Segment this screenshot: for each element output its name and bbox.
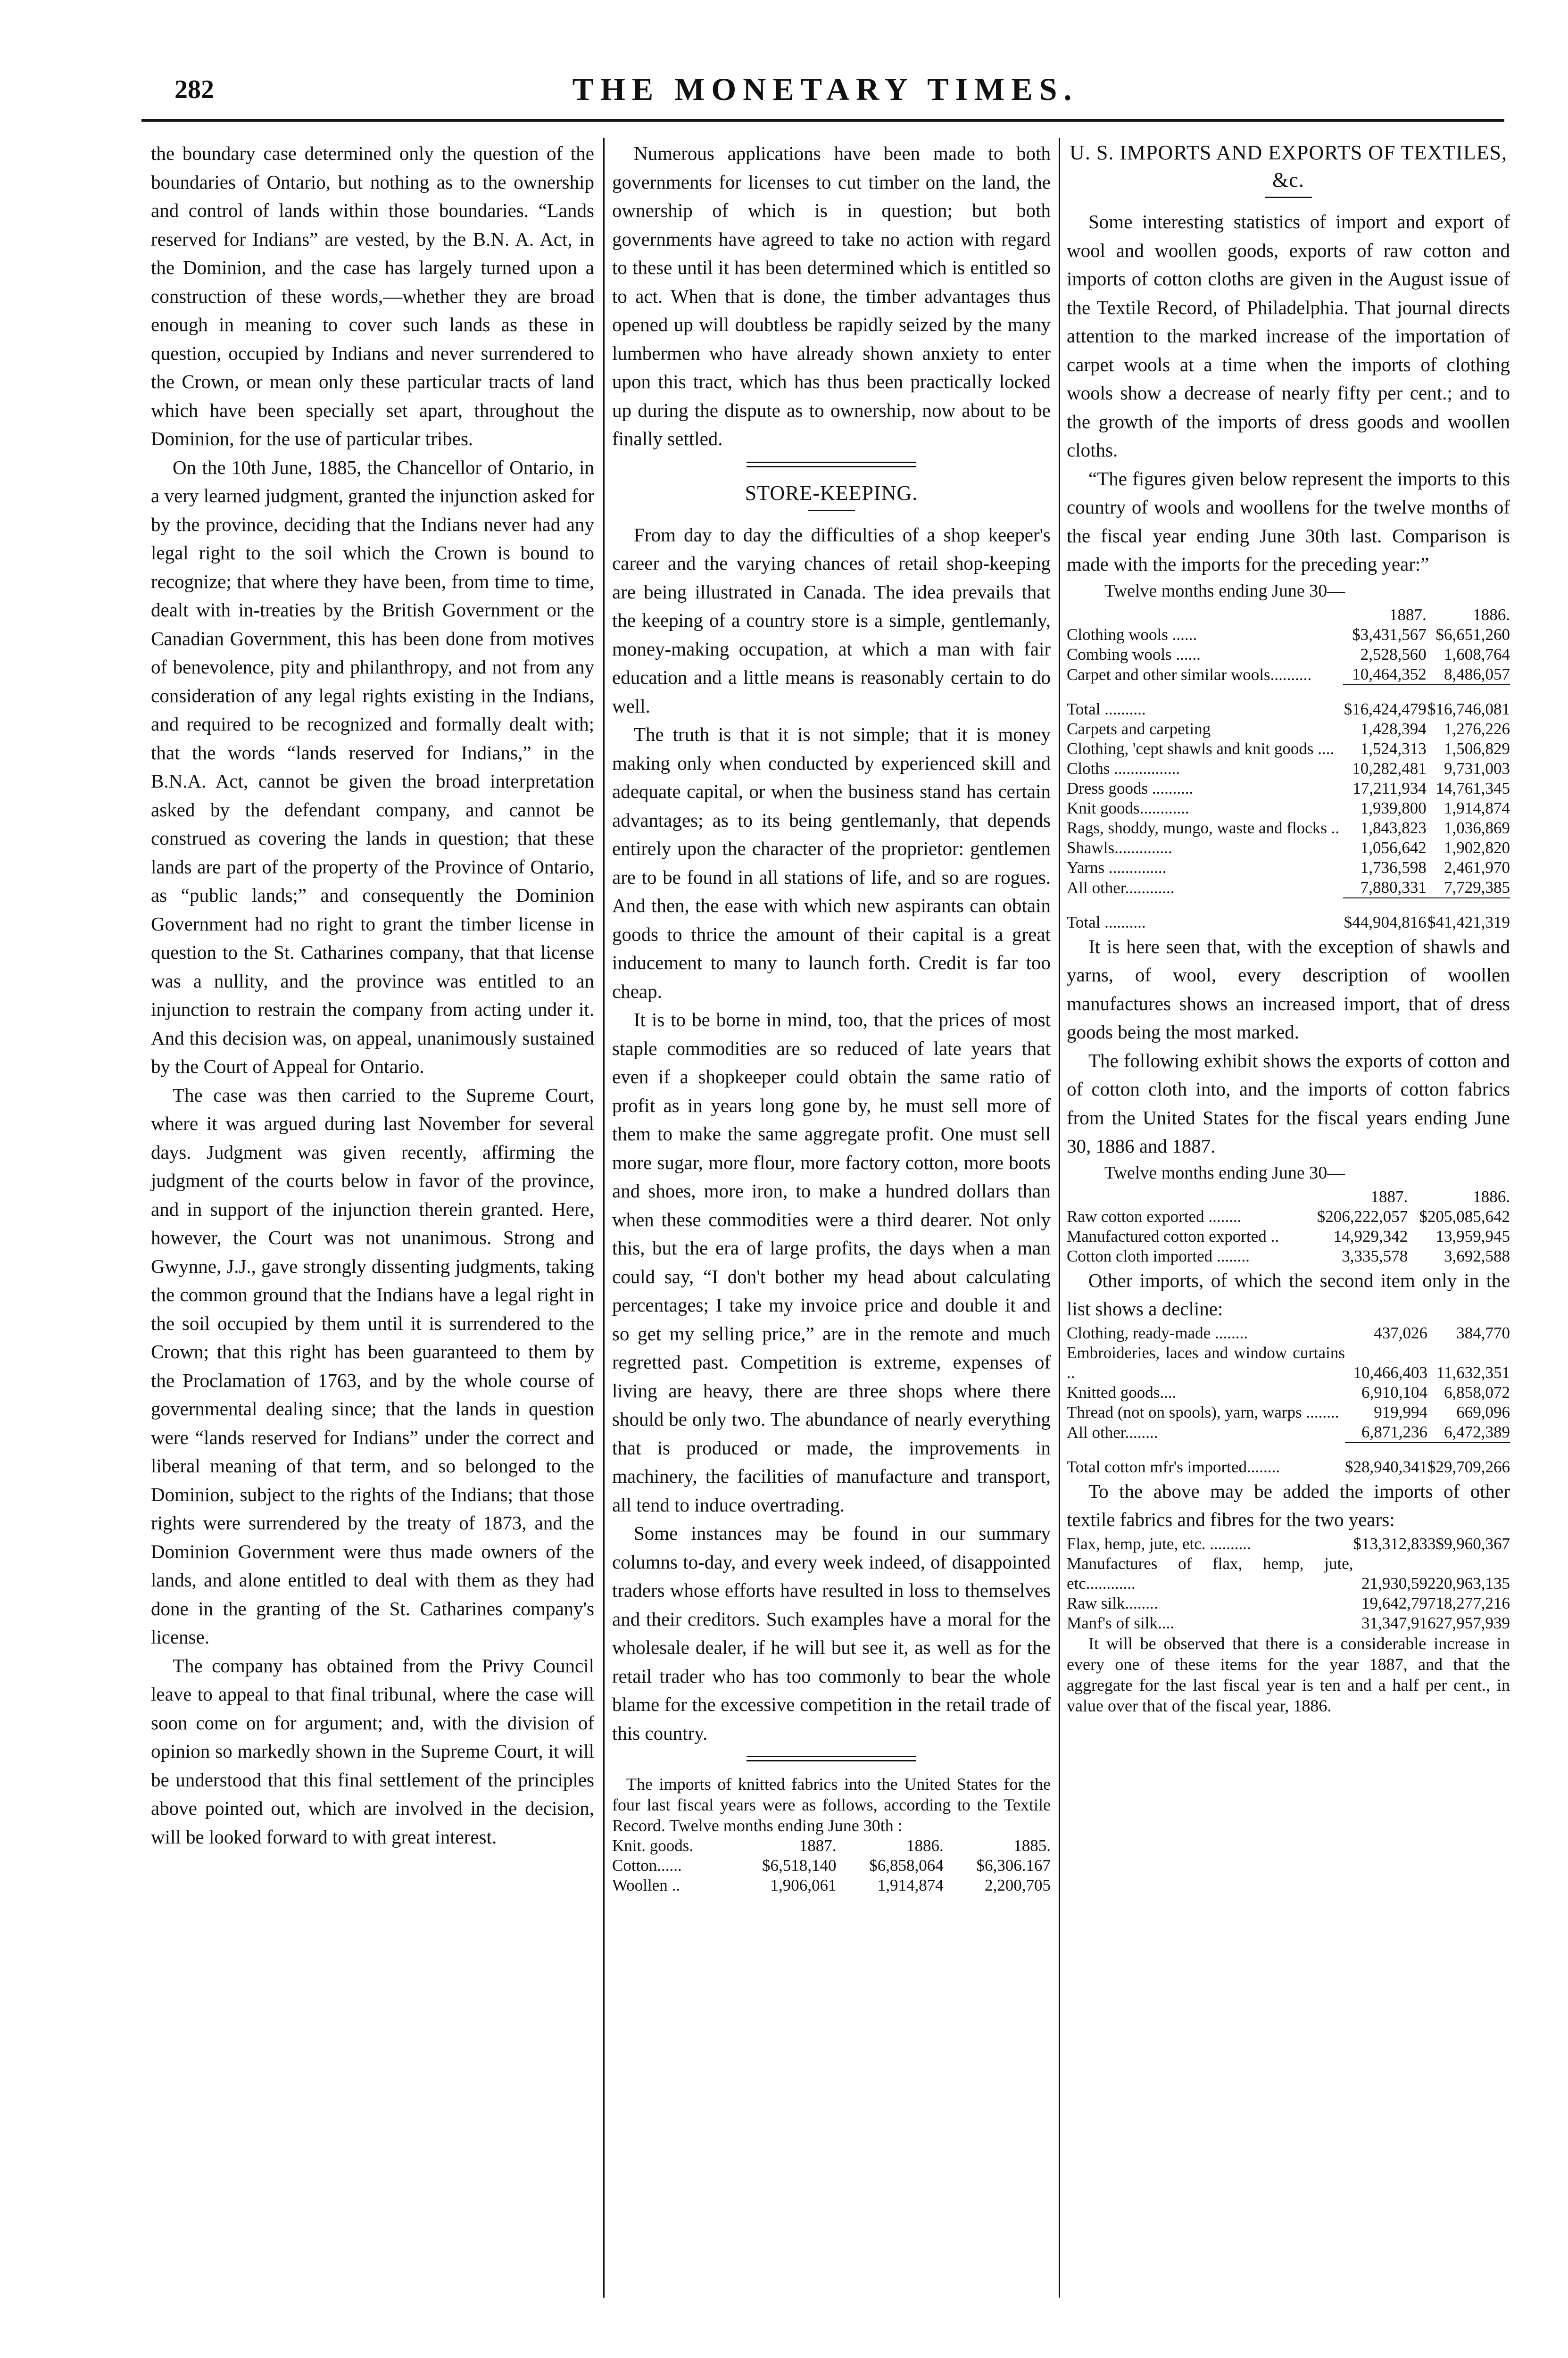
table-cell: 3,335,578 bbox=[1342, 1246, 1408, 1265]
year-header: 1886. bbox=[1473, 605, 1510, 624]
wool-imports-table bbox=[1067, 603, 1510, 932]
table-cell: 9,731,003 bbox=[1444, 759, 1510, 778]
table-row bbox=[1067, 1403, 1510, 1422]
textile-fibres-table bbox=[1067, 1534, 1510, 1633]
table-cell: 1,428,394 bbox=[1360, 719, 1427, 738]
table-row bbox=[1067, 625, 1510, 645]
table-cell: 2,528,560 bbox=[1360, 645, 1427, 664]
table-cell: $6,858,064 bbox=[869, 1856, 944, 1875]
table-cell: 6,871,236 bbox=[1345, 1422, 1427, 1443]
paragraph: Numerous applications have been made to both governments for licenses to cut timber on the land, the ownership of which is in question; but both governments have agreed to take no action with regard to these until it has been determined which is entitled so to act. When that is done, the timber advantages thus opened up will doubtless be rapidly seized by the many lumbermen who have already shown anxiety to enter upon this tract, which has thus been practically locked up during the dispute as to ownership, now about to be finally settled. bbox=[612, 142, 1051, 449]
table-row bbox=[1067, 1246, 1510, 1266]
table-cell: 6,910,104 bbox=[1361, 1383, 1427, 1402]
row-label: Embroideries, laces and window curtains .. bbox=[1067, 1343, 1345, 1382]
row-label: Yarns .............. bbox=[1067, 858, 1167, 877]
cotton-table bbox=[1067, 1185, 1510, 1266]
paragraph: To the above may be added the imports of other textile fabrics and fibres for the two years: bbox=[1067, 1480, 1510, 1530]
table-row bbox=[1067, 1343, 1510, 1383]
table-row bbox=[1067, 818, 1510, 838]
table-cell: 1,056,642 bbox=[1360, 838, 1427, 857]
section-divider bbox=[747, 462, 916, 467]
paragraph: Some interesting statistics of import and export of wool and woollen goods, exports of raw cotton and imports of cotton cloths are given in the August issue of the Textile Record, of Philadelphia. That journal directs attention to the marked increase of the importation of carpet wools at a time when the imports of clothing wools show a decrease of nearly fifty per cent.; and to the growth of the imports of dress goods and woollen cloths. bbox=[1067, 211, 1510, 461]
table-row bbox=[1067, 1383, 1510, 1403]
paragraph: It will be observed that there is a considerable increase in every one of these items for the year 1887, and that the aggregate for the last fiscal year is ten and a half per cent., in value over that of the fiscal year, 1886. bbox=[1067, 1634, 1510, 1715]
row-label: Knitted goods.... bbox=[1067, 1383, 1177, 1402]
table-cell: $6,518,140 bbox=[762, 1856, 837, 1875]
paragraph: Some instances may be found in our summary columns to-day, and every week indeed, of disappointed traders whose efforts have resulted in loss to themselves and their creditors. Such examples have a moral for the wholesale dealer, if he will but see it, as well as for the retail trader who has too commonly to bear the whole blame for the excessive competition in the retail trade of this country. bbox=[612, 1522, 1051, 1744]
table-cell: $29,709,266 bbox=[1427, 1457, 1510, 1476]
table-header: Knit. goods. bbox=[612, 1836, 694, 1855]
row-label: Dress goods .......... bbox=[1067, 779, 1194, 797]
table-cell: Woollen .. bbox=[612, 1876, 680, 1894]
table-row bbox=[1067, 1422, 1510, 1443]
table-cell: 19,642,797 bbox=[1361, 1594, 1436, 1612]
row-label: Clothing wools ...... bbox=[1067, 625, 1197, 644]
table-row bbox=[1067, 719, 1510, 739]
other-imports-table bbox=[1067, 1323, 1510, 1477]
row-label: Manufactures of flax, hemp, jute, etc............ bbox=[1067, 1554, 1353, 1593]
row-label: Raw silk........ bbox=[1067, 1594, 1158, 1612]
table-cell: Cotton...... bbox=[612, 1856, 682, 1875]
table-cell: 2,461,970 bbox=[1444, 858, 1510, 877]
table-cell: 1,914,874 bbox=[1444, 798, 1510, 817]
table-cell: 27,957,939 bbox=[1435, 1613, 1510, 1632]
row-label: Manufactured cotton exported .. bbox=[1067, 1227, 1279, 1245]
table-header: 1887. bbox=[799, 1836, 837, 1855]
row-label: Total .......... bbox=[1067, 699, 1146, 718]
knitted-table bbox=[612, 1836, 1051, 1895]
table-row bbox=[1067, 739, 1510, 759]
table-cell: 1,902,820 bbox=[1444, 838, 1510, 857]
column-1 bbox=[151, 139, 594, 1851]
table-cell: 20,963,135 bbox=[1435, 1574, 1510, 1593]
table-row bbox=[1067, 798, 1510, 818]
section-title: STORE-KEEPING. bbox=[745, 481, 918, 505]
row-label: Cloths ................ bbox=[1067, 759, 1180, 778]
row-label: Total .......... bbox=[1067, 913, 1146, 931]
row-label: Manf's of silk.... bbox=[1067, 1613, 1174, 1632]
table-row bbox=[1067, 878, 1510, 898]
row-label: Clothing, ready-made ........ bbox=[1067, 1323, 1248, 1342]
table-row bbox=[1067, 779, 1510, 798]
table-cell: 6,858,072 bbox=[1444, 1383, 1510, 1402]
table-row bbox=[1067, 1207, 1510, 1227]
table-row bbox=[1067, 1594, 1510, 1613]
table-cell: 437,026 bbox=[1374, 1323, 1427, 1342]
table-cell: $9,960,367 bbox=[1435, 1534, 1510, 1553]
section-divider bbox=[747, 1756, 916, 1761]
paragraph: The truth is that it is not simple; that it is money making only when conducted by experienced skill and adequate capital, or when the business stand has certain advantages; as to its being gentlemanly, that depends entirely upon the character of the proprietor: gentlemen are to be found in all stations of life, and so are rogues. And then, the ease with which new aspirants can obtain goods to thrice the amount of their capital is a great inducement to many to launch forth. Credit is far too cheap. bbox=[612, 723, 1051, 1002]
paragraph: Other imports, of which the second item only in the list shows a decline: bbox=[1067, 1269, 1510, 1320]
table-row bbox=[1067, 664, 1510, 685]
column-divider bbox=[1059, 138, 1060, 2298]
table-row bbox=[1067, 759, 1510, 779]
table-cell: 3,692,588 bbox=[1444, 1246, 1510, 1265]
row-label: Clothing, 'cept shawls and knit goods .... bbox=[1067, 739, 1335, 758]
header-rule bbox=[141, 119, 1504, 122]
column-3 bbox=[1067, 139, 1510, 1716]
table-cell: $206,222,057 bbox=[1317, 1207, 1408, 1226]
total-row bbox=[1067, 685, 1510, 719]
table-cell: 6,472,389 bbox=[1427, 1422, 1510, 1443]
table-cell: 21,930,592 bbox=[1361, 1574, 1436, 1593]
row-label: All other............ bbox=[1067, 878, 1175, 897]
year-header: 1887. bbox=[1389, 605, 1427, 624]
column-2 bbox=[612, 139, 1051, 1895]
table-caption: Twelve months ending June 30— bbox=[1104, 1162, 1345, 1183]
row-label: Shawls.............. bbox=[1067, 838, 1172, 857]
total-row bbox=[1067, 1443, 1510, 1477]
year-header: 1886. bbox=[1473, 1187, 1510, 1206]
table-cell: 1,939,800 bbox=[1360, 798, 1427, 817]
table-cell: 14,761,345 bbox=[1435, 779, 1510, 797]
table-cell: 14,929,342 bbox=[1333, 1227, 1408, 1245]
paragraph: “The figures given below represent the imports to this country of wools and woollens for the twelve months of the fiscal year ending June 30th last. Comparison is made with the imports for the preceding year:” bbox=[1067, 467, 1510, 575]
table-cell: 1,843,823 bbox=[1360, 818, 1427, 837]
title-rule bbox=[1265, 197, 1312, 198]
table-header: 1886. bbox=[906, 1836, 944, 1855]
row-label: Raw cotton exported ........ bbox=[1067, 1207, 1242, 1226]
table-cell: $16,424,479 bbox=[1344, 699, 1427, 718]
table-cell: 31,347,916 bbox=[1361, 1613, 1436, 1632]
table-cell: 1,276,226 bbox=[1444, 719, 1510, 738]
table-cell: 1,524,313 bbox=[1360, 739, 1427, 758]
table-cell: 1,608,764 bbox=[1444, 645, 1510, 664]
table-row bbox=[1067, 1323, 1510, 1343]
table-cell: $6,651,260 bbox=[1435, 625, 1510, 644]
paragraph: It is to be borne in mind, too, that the prices of most staple commodities are so reduced of late years that even if a shopkeeper could obtain the same ratio of profit as in years long gone by, he must sell more of them to make the same aggregate profit. One must sell more sugar, more flour, more factory cotton, more boots and shoes, more iron, to make a hundred dollars than when these commodities were a third dearer. Not only this, but the era of large profits, the days when a man could say, “I don't bother my head about calculating percentages; I take my invoice price and double it and so get my selling price,” are in the remote and much regretted past. Competition is extreme, expenses of living are heavy, there are three shops where there should be only two. The abundance of nearly everything that is produced or made, the improvements in machinery, the facilities of manufacture and transport, all tend to induce overtrading. bbox=[612, 1009, 1051, 1516]
paragraph: From day to day the difficulties of a shop keeper's career and the varying chances of retail shop-keeping are being illustrated in Canada. The idea prevails that the keeping of a country store is a simple, gentlemanly, money-making occupation, at which a man with fair education and a little means is reasonably certain to do well. bbox=[612, 523, 1051, 717]
total-row bbox=[1067, 898, 1510, 932]
table-cell: $44,904,816 bbox=[1344, 913, 1427, 931]
table-cell: 384,770 bbox=[1456, 1323, 1510, 1342]
row-label: Flax, hemp, jute, etc. .......... bbox=[1067, 1534, 1251, 1553]
table-cell: 7,729,385 bbox=[1427, 878, 1510, 898]
row-label: Knit goods............ bbox=[1067, 798, 1189, 817]
table-row bbox=[1067, 645, 1510, 664]
table-cell: $6,306.167 bbox=[976, 1856, 1051, 1875]
table-row bbox=[1067, 1227, 1510, 1246]
paragraph: The case was then carried to the Supreme Court, where it was argued during last November for several days. Judgment was given recently, affirming the judgment of the courts below in favor of the province, and in support of the injunction therein granted. Here, however, the Court was not unanimous. Strong and Gwynne, J.J., gave strongly dissenting judgments, taking the common ground that the Indians have a legal right in the soil occupied by them until it is surrendered to the Crown; that this right has been guaranteed to them by the Proclamation of 1763, and by the whole course of governmental dealing since; that the lands in question were “lands reserved for Indians” under the correct and liberal meaning of that term, and so belonged to the Dominion, subject to the rights of the Indians; that those rights were surrendered by the treaty of 1873, and the Dominion Government were thus made owners of the lands, and alone entitled to deal with them as they had done in the granting of the St. Catharines company's license. bbox=[151, 1084, 594, 1648]
table-cell: 1,506,829 bbox=[1444, 739, 1510, 758]
row-label: Thread (not on spools), yarn, warps ........ bbox=[1067, 1403, 1339, 1421]
knitted-note bbox=[612, 1774, 1051, 1836]
table-cell: $205,085,642 bbox=[1419, 1207, 1510, 1226]
page-number: 282 bbox=[174, 75, 214, 104]
paragraph: The company has obtained from the Privy Council leave to appeal to that final tribunal, where the case will soon come on for argument; and, with the division of opinion so markedly shown in the Supreme Court, it will be understood that this final settlement of the principles above pointed out, which are involved in the decision, will be looked forward to with great interest. bbox=[151, 1654, 594, 1848]
table-cell: 1,736,598 bbox=[1360, 858, 1427, 877]
table-row bbox=[1067, 1554, 1510, 1594]
paragraph: On the 10th June, 1885, the Chancellor of Ontario, in a very learned judgment, granted the injunction asked for by the province, deciding that the Indians never had any legal right to the soil which the Crown is bound to recognize; that where they have been, from time to time, dealt with in-treaties by the British Government or the Canadian Government, this has been done from motives of benevolence, pity and philanthropy, and not from any consideration of any legal rights existing in the Indians, and required to be recognized and formally dealt with; that the words “lands reserved for Indians,” in the B.N.A. Act, cannot be given the broad interpretation asked by the defendant company, and cannot be construed as covering the lands in question; that these lands are part of the property of the Province of Ontario, as “public lands;” and consequently the Dominion Government had no right to grant the timber license in question to the St. Catharines company, that that license was a nullity, and the province was entitled to an injunction to restrain the company from acting under it. And this decision was, on appeal, unanimously sustained by the Court of Appeal for Ontario. bbox=[151, 456, 594, 1077]
row-label: All other........ bbox=[1067, 1423, 1158, 1442]
table-cell: 8,486,057 bbox=[1427, 664, 1510, 685]
table-cell: 10,464,352 bbox=[1343, 664, 1427, 685]
table-cell: $13,312,833 bbox=[1353, 1534, 1436, 1553]
row-label: Carpets and carpeting bbox=[1067, 719, 1211, 738]
table-cell: 1,036,869 bbox=[1444, 818, 1510, 837]
page-header bbox=[141, 71, 1509, 113]
table-cell: 18,277,216 bbox=[1435, 1594, 1510, 1612]
table-row bbox=[612, 1876, 1051, 1895]
table-cell: 10,282,481 bbox=[1352, 759, 1427, 778]
row-label: Carpet and other similar wools.......... bbox=[1067, 665, 1312, 684]
table-row bbox=[1067, 858, 1510, 878]
table-row bbox=[1067, 1534, 1510, 1554]
table-row bbox=[1067, 838, 1510, 858]
row-label: Total cotton mfr's imported........ bbox=[1067, 1457, 1280, 1476]
paragraph: The imports of knitted fabrics into the United States for the four last fiscal years were as follows, according to the Textile Record. Twelve months ending June 30th : bbox=[612, 1775, 1051, 1835]
table-header: 1885. bbox=[1013, 1836, 1051, 1855]
table-cell: 1,914,874 bbox=[877, 1876, 944, 1894]
row-label: Rags, shoddy, mungo, waste and flocks .. bbox=[1067, 818, 1340, 837]
row-label: Combing wools ...... bbox=[1067, 645, 1201, 664]
table-cell: 669,096 bbox=[1456, 1403, 1510, 1421]
table-cell: $41,421,319 bbox=[1427, 913, 1510, 931]
table-cell: $16,746,081 bbox=[1427, 699, 1510, 718]
table-cell: 919,994 bbox=[1374, 1403, 1427, 1421]
table-cell: 1,906,061 bbox=[770, 1876, 837, 1894]
table-cell: 2,200,705 bbox=[985, 1876, 1051, 1894]
table-cell: $28,940,341 bbox=[1345, 1457, 1427, 1476]
column-divider bbox=[603, 138, 605, 2298]
table-cell: 13,959,945 bbox=[1435, 1227, 1510, 1245]
table-cell: 17,211,934 bbox=[1352, 779, 1427, 797]
table-row bbox=[1067, 1613, 1510, 1633]
journal-title: THE MONETARY TIMES. bbox=[572, 71, 1079, 107]
table-cell: 7,880,331 bbox=[1343, 878, 1427, 898]
section-title: U. S. IMPORTS AND EXPORTS OF TEXTILES, &c. bbox=[1070, 141, 1507, 191]
table-cell: 10,466,403 bbox=[1353, 1363, 1427, 1382]
paragraph: The following exhibit shows the exports of cotton and of cotton cloth into, and the imports of cotton fabrics from the United States for the fiscal years ending June 30, 1886 and 1887. bbox=[1067, 1049, 1510, 1157]
row-label: Cotton cloth imported ........ bbox=[1067, 1246, 1250, 1265]
table-caption: Twelve months ending June 30— bbox=[1104, 581, 1345, 601]
table-cell: $3,431,567 bbox=[1352, 625, 1427, 644]
paragraph: the boundary case determined only the question of the boundaries of Ontario, but nothing as to the ownership and control of lands within those boundaries. “Lands reserved for Indians” are vested, by the B.N. A. Act, in the Dominion, and the case has largely turned upon a construction of these words,—whether they are broad enough in meaning to cover such lands as these in question, occupied by Indians and never surrendered to the Crown, or mean only these particular tracts of land which have been specially set apart, throughout the Dominion, for the use of particular tribes. bbox=[151, 142, 594, 449]
table-row bbox=[612, 1856, 1051, 1876]
table-cell: 11,632,351 bbox=[1436, 1363, 1510, 1382]
title-rule bbox=[808, 510, 855, 511]
paragraph: It is here seen that, with the exception of shawls and yarns, of wool, every description of woollen manufactures shows an increased import, that of dress goods being the most marked. bbox=[1067, 935, 1510, 1043]
year-header: 1887. bbox=[1370, 1187, 1408, 1206]
